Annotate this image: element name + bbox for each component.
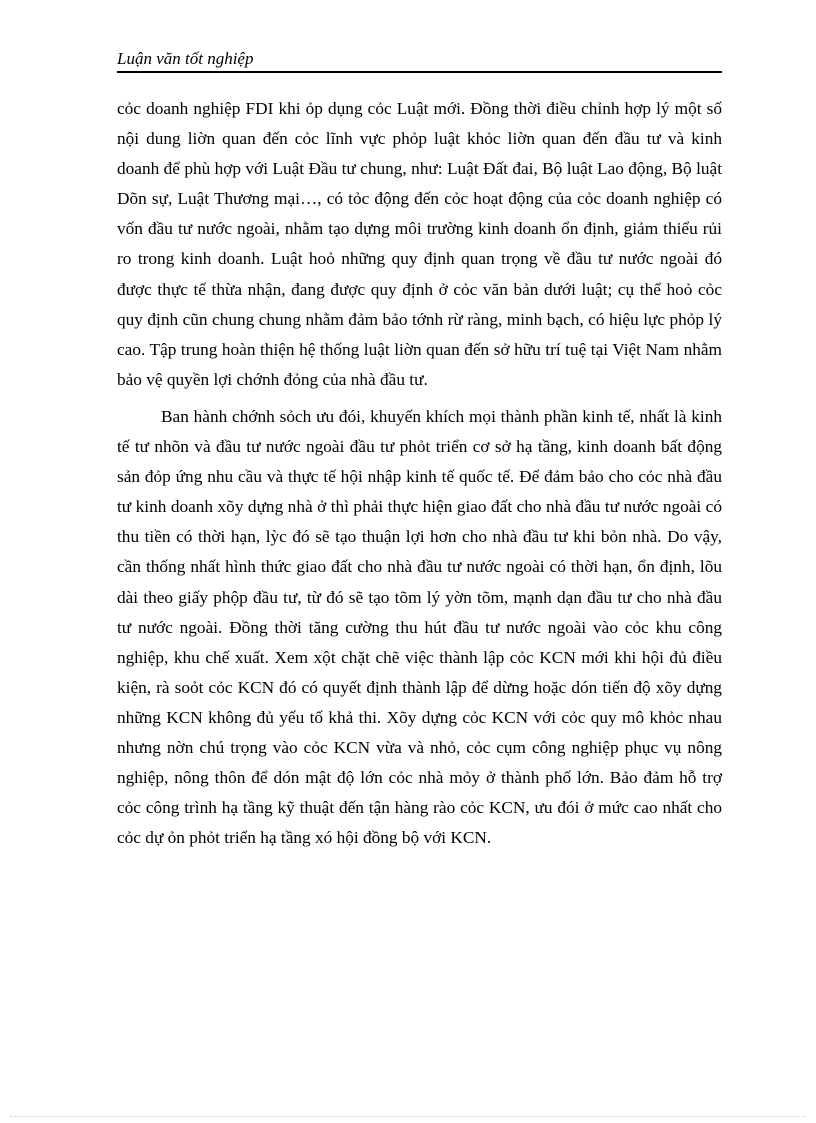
paragraph-2: Ban hành chớnh sỏch ưu đói, khuyến khích mọi thành phần kinh tế, nhất là kinh tế tư nhõn và đầu tư nước ngoài đầu tư phỏt triển cơ sở hạ tầng, kinh doanh bất động sản đỏp ứng nhu cầu và thực tế hội nhập kinh tế quốc tế. Để đảm bảo cho cỏc nhà đầu tư kinh doanh xõy dựng nhà ở thì phải thực hiện giao đất cho nhà đầu tư nước ngoài có thu tiền có thời hạn, lỳc đó sẽ tạo thuận lợi hơn cho nhà đầu tư khi bỏn nhà. Do vậy, cần thống nhất hình thức giao đất cho nhà đầu tư nước ngoài có thời hạn, ổn định, lõu dài theo giấy phộp đầu tư, từ đó sẽ tạo tõm lý yờn tõm, mạnh dạn đầu tư cho nhà đầu tư nước ngoài. Đồng thời tăng cường thu hút đầu tư nước ngoài vào cỏc khu công nghiệp, khu chế xuất. Xem xột chặt chẽ việc thành lập cỏc KCN mới khi hội đủ điều kiện, rà soỏt cỏc KCN đó có quyết định thành lập để dừng hoặc dón tiến độ xõy dựng những KCN không đủ yếu tố khả thi. Xõy dựng cỏc KCN với cỏc quy mô khỏc nhau nhưng nờn chú trọng vào cỏc KCN vừa và nhỏ, cỏc cụm công nghiệp phục vụ nông nghiệp, nông thôn để dón mật độ lớn cỏc nhà mỏy ở thành phố lớn. Bảo đảm hỗ trợ cỏc công trình hạ tầng kỹ thuật đến tận hàng rào cỏc KCN, ưu đói ở mức cao nhất cho cỏc dự ỏn phỏt triển hạ tầng xó hội đồng bộ với KCN. — [117, 406, 722, 848]
paragraph-1: cỏc doanh nghiệp FDI khi ỏp dụng cỏc Luật mới. Đồng thời điều chỉnh hợp lý một số nội dung liờn quan đến cỏc lĩnh vực phỏp luật khỏc liờn quan đến đầu tư và kinh doanh để phù hợp với Luật Đầu tư chung, như: Luật Đất đai, Bộ luật Lao động, Bộ luật Dõn sự, Luật Thương mại…, có tỏc động đến cỏc hoạt động của cỏc doanh nghiệp có vốn đầu tư nước ngoài, nhằm tạo dựng môi trường kinh doanh ổn định, giảm thiểu rủi ro trong kinh doanh. Luật hoỏ những quy định quan trọng về đầu tư nước ngoài đó được thực tế thừa nhận, đang được quy định ở cỏc văn bản dưới luật; cụ thể hoỏ cỏc quy định cũn chung chung nhằm đảm bảo tớnh rừ ràng, minh bạch, có hiệu lực phỏp lý cao. Tập trung hoàn thiện hệ thống luật liờn quan đến sở hữu trí tuệ tại Việt Nam nhằm bảo vệ quyền lợi chớnh đỏng của nhà đầu tư. — [117, 99, 722, 389]
header-title: Luận văn tốt nghiệp — [117, 49, 254, 68]
body-text — [117, 94, 722, 853]
running-header — [117, 49, 722, 73]
page-bottom-divider — [10, 1116, 806, 1117]
